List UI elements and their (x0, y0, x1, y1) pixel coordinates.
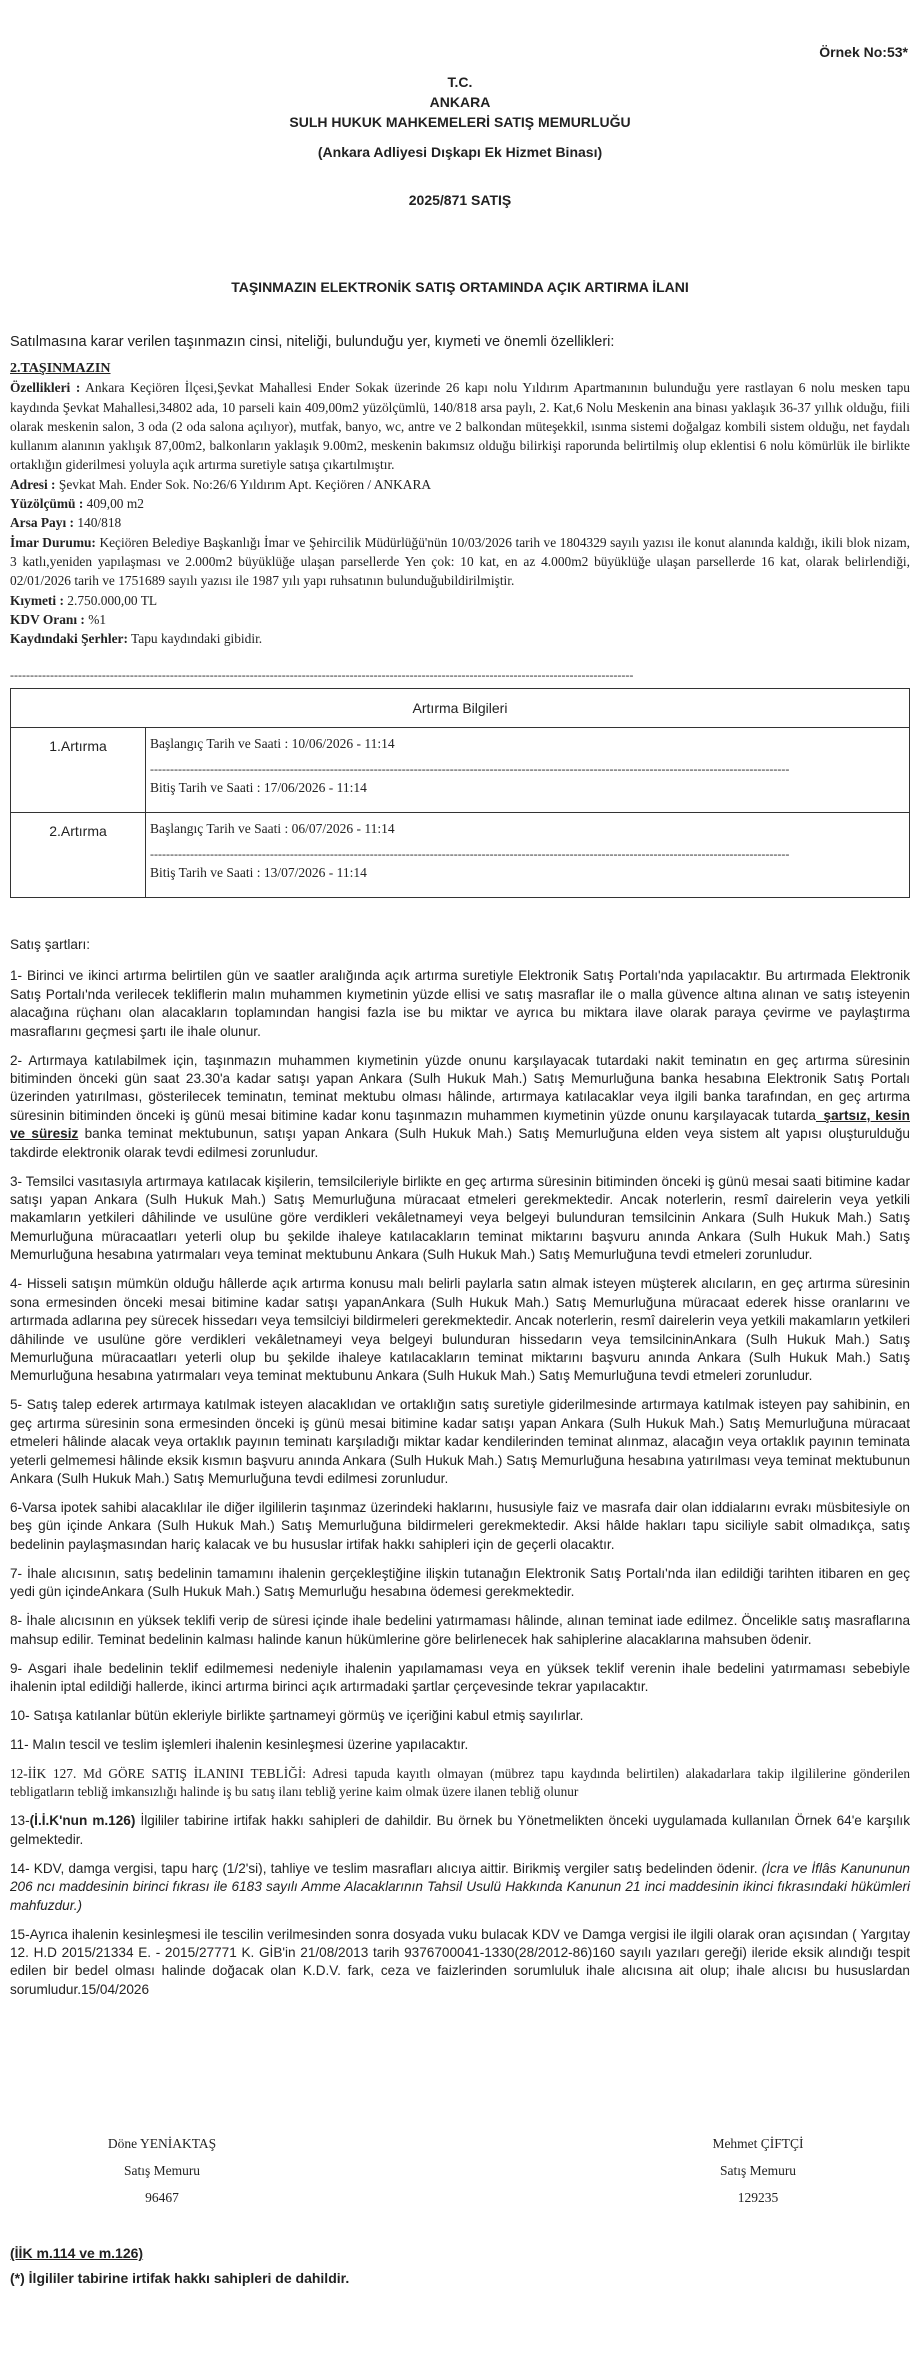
property-heading: 2.TAŞINMAZIN (10, 361, 111, 376)
condition-14 (10, 1860, 910, 1915)
signer-id: 129235 (737, 2190, 779, 2205)
auction-table-header: Artırma Bilgileri (11, 689, 910, 728)
separator-line: ------------------------------------------------------------------------------------------------------------------------------------------------------------ (10, 668, 634, 682)
condition-6: 6-Varsa ipotek sahibi alacaklılar ile diğer ilgililerin taşınmaz üzerindeki haklarını, hususiyle faiz ve masrafa dair olan iddialarını evrakı müsbitesiyle on beş gün içinde Ankara (Sulh Hukuk Mah.) Satış Memurluğuna bildirmeleri gerekmektedir. Aksi hâlde hakları tapu siciliyle sabit olmadıkça, satış bedelinin paylaşmasından hariç kalacak ve bu hususlar irtifak hakkı sahipleri için de geçerli olacaktır. (10, 1499, 910, 1552)
auction-row-separator: ---------------------------------------------------------------------------------------------------------------------------------------------------------------- (150, 762, 790, 776)
condition-8: 8- İhale alıcısının en yüksek teklifi verip de süresi içinde ihale bedelini yatırmaması hâlinde, alınan teminat iade edilmez. Öncelikle satış masraflarına mahsup edilir. Teminat bedelinin kalması halinde kanun hükümlerine göre belirlenecek hak sahiplerine alacaklarına mahsuben ödenir. (10, 1613, 910, 1647)
auction-table (10, 688, 910, 898)
value-amount: 2.750.000,00 TL (67, 592, 158, 608)
conditions-title: Satış şartları: (10, 937, 91, 952)
condition-13 (10, 1812, 910, 1849)
condition-5: 5- Satış talep ederek artırmaya katılmak isteyen alacaklıdan ve ortaklığın satış suretiyle giderilmesinde artırmaya katılmak isteyen pay sahibinin, en geç artırma süresinin sona ermesinden önceki iş günü mesai bitimine kadar satışı yapan Ankara (Sulh Hukuk Mah.) Satış Memurluğuna müracaat etmeleri hâlinde alacak veya ortaklık payının teminatı karşıladığı miktar kadar kendilerinden teminat alınmaz, alacağın veya ortaklık payının teminata yeterli gelmemesi hâlinde eksik kısmın başvuru anında Ankara (Sulh Hukuk Mah.) Satış Memurluğuna hesabına yatırılması veya teminat mektubunun Ankara (Sulh Hukuk Mah.) Satış Memurluğuna tevdi edilmesi zorunludur. (10, 1397, 910, 1486)
condition-14-reservation: (İcra ve İflâs Kanununun 206 ncı maddesinin birinci fıkrası ile 6183 sayılı Amme Alacaklarının Tahsil Usulü Hakkında Kanunun 21 inci maddesinin ikinci fıkrasındaki hükümleri mahfuzdur.) (10, 1860, 910, 1913)
signer-name: Mehmet ÇİFTÇİ (712, 2136, 804, 2151)
condition-2-part-a: 2- Artırmaya katılabilmek için, taşınmazın muhammen kıymetinin yüzde onunu karşılayacak tutardaki nakit teminatın en geç artırma süresinin bitiminden önceki gün saat 23.30'a kadar satışı yapan Ankara (Sulh Hukuk Mah.) Satış Memurluğuna banka hesabına Elektronik Satış Portalı üzerinden yatırılması, gösterilecek teminatın, teminat mektubu olması hâlinde, artırmaya katılacaklar veya ilgili banka tarafından, en geç artırma süresinin bitiminden önceki iş günü mesai bitimine kadar konu taşınmazın muhammen kıymetinin yüzde onunu karşılayacak tutarda (10, 1052, 910, 1123)
header-location: (Ankara Adliyesi Dışkapı Ek Hizmet Binası) (317, 144, 603, 160)
share-label: Arsa Payı : (10, 515, 74, 531)
condition-2-emphasis: _şartsız, kesin ve süresiz (10, 1107, 910, 1142)
condition-12: 12-İİK 127. Md GÖRE SATIŞ İLANINI TEBLİĞİ: Adresi tapuda kayıtlı olmayan (mübrez tapu kaydında belirtilen) alakadarlara takip ilgililerine gönderilen tebligatların tebliğ imkansızlığı halinde iş bu satış ilanı tebliğ yerine kaim olmak üzere ilanen tebliğ olunur (10, 1765, 910, 1800)
condition-13-text: İlgililer tabirine irtifak hakkı sahipleri de dahildir. Bu örnek bu Yönetmelikten önceki uygulamada kullanılan Örnek 64'e karşılık gelmektedir. (10, 1813, 910, 1847)
condition-7: 7- İhale alıcısının, satış bedelinin tamamını ihalenin gerçekleştiğine ilişkin tutanağın Elektronik Satış Portalı'nda ilan edildiği tarihten itibaren en geç yedi gün içindeAnkara (Sulh Hukuk Mah.) Satış Memurluğu hesabına ödemesi gerekmektedir. (10, 1565, 910, 1600)
signature-block-right (658, 2130, 858, 2211)
auction-start: Başlangıç Tarih ve Saati : 10/06/2026 - 11:14 (150, 736, 395, 751)
share-value: 140/818 (77, 515, 122, 531)
auction-start: Başlangıç Tarih ve Saati : 06/07/2026 - 11:14 (150, 821, 395, 836)
condition-2 (10, 1052, 910, 1162)
condition-2-part-b: banka teminat mektubunun, satışı yapan Ankara (Sulh Hukuk Mah.) Satış Memurluğuna elden veya sistem alt yapısı oluşturulduğu takdirde elektronik olarak tevdi edilmesi zorunludur. (10, 1126, 910, 1160)
signer-name: Döne YENİAKTAŞ (107, 2136, 217, 2151)
value-label: Kıymeti : (10, 592, 64, 608)
file-number: 2025/871 SATIŞ (408, 192, 512, 208)
signature-block-left (62, 2130, 262, 2211)
intro-text: Satılmasına karar verilen taşınmazın cinsi, niteliği, bulunduğu yer, kıymeti ve önemli özellikleri: (10, 334, 615, 350)
condition-14-text: 14- KDV, damga vergisi, tapu harç (1/2'si), tahliye ve teslim masrafları alıcıya aittir. Birikmiş vergiler satış bedelinden ödenir. (10, 1860, 762, 1876)
auction-row-separator: ---------------------------------------------------------------------------------------------------------------------------------------------------------------- (150, 847, 790, 861)
encumbrance-label: Kaydındaki Şerhler: (10, 631, 128, 647)
address-value: Şevkat Mah. Ender Sok. No:26/6 Yıldırım Apt. Keçiören / ANKARA (58, 476, 432, 492)
sale-conditions (10, 936, 910, 2010)
vat-value: %1 (88, 611, 107, 627)
table-row (11, 728, 910, 813)
zoning-text: Keçiören Belediye Başkanlığı İmar ve Şehircilik Müdürlüğü'nün 10/03/2026 tarih ve 1804329 sayılı yazısı ile konut alanında kaldığı, ikili blok nizam, 3 katlı,yeniden yapılaşması ve 2.000m2 büyüklüğe ulaşan parsellerde Yen çok: 10 kat, en az 4.000m2 büyüklüğe ulaşan parsellerde 16 kat, olarak belirlendiği, 02/01/2026 tarih ve 1751689 sayılı yazısı ile 1987 yılı yapı ruhsatının bulunduğubildirilmiştir. (10, 534, 910, 589)
condition-9: 9- Asgari ihale bedelinin teklif edilmemesi nedeniyle ihalenin yapılamaması veya en yüksek teklif verenin ihale bedelini yatırmaması sebebiyle ihalenin iptal edildiği hallerde, ikinci artırma birinci açık artırmadaki şartlar çerçevesinde tekrar yapılacaktır. (10, 1660, 910, 1694)
features-label: Özellikleri : (10, 380, 81, 396)
area-label: Yüzölçümü : (10, 496, 84, 512)
footer-law-ref: (İİK m.114 ve m.126) (10, 2245, 144, 2261)
signer-id: 96467 (145, 2190, 179, 2205)
header-city: ANKARA (429, 94, 491, 110)
encumbrance-value: Tapu kaydındaki gibidir. (131, 631, 263, 647)
condition-13-number: 13- (10, 1813, 30, 1829)
auction-round-dates (146, 728, 910, 813)
address-label: Adresi : (10, 476, 56, 492)
auction-round-dates (146, 813, 910, 898)
condition-10: 10- Satışa katılanlar bütün ekleriyle birlikte şartnameyi görmüş ve içeriğini kabul etmiş sayılırlar. (10, 1707, 584, 1723)
table-row (11, 813, 910, 898)
signer-title: Satış Memuru (123, 2163, 201, 2178)
signer-title: Satış Memuru (719, 2163, 797, 2178)
zoning-label: İmar Durumu: (10, 534, 96, 550)
vat-label: KDV Oranı : (10, 611, 85, 627)
auction-round-label: 1.Artırma (11, 728, 146, 813)
condition-15: 15-Ayrıca ihalenin kesinleşmesi ile tescilin verilmesinden sonra dosyada vuku bulacak KDV ve Damga vergisi ile ilgili olarak oran açısından ( Yargıtay 12. H.D 2015/21334 E. - 2015/27771 K. GİB'in 21/08/2013 tarih 9376700041-1330(28/2012-86)160 sayılı yazıları gereği) ileride eksik alındığı tespit edilen bir bedel olması halinde doğacak olan K.D.V. fark, ceza ve faizlerinden sorumluluk ihale alıcısına ait olup; ihale alıcısı bu hususlardan sorumludur.15/04/2026 (10, 1926, 910, 1997)
footer-note: (*) İlgililer tabirine irtifak hakkı sahipleri de dahildir. (10, 2270, 350, 2286)
auction-round-label: 2.Artırma (11, 813, 146, 898)
header-tc: T.C. (447, 74, 473, 90)
sample-number: Örnek No:53* (819, 44, 908, 60)
auction-end: Bitiş Tarih ve Saati : 17/06/2026 - 11:14 (150, 780, 367, 795)
notice-title: TAŞINMAZIN ELEKTRONİK SATIŞ ORTAMINDA AÇIK ARTIRMA İLANI (231, 279, 689, 295)
condition-4: 4- Hisseli satışın mümkün olduğu hâllerde açık artırma konusu malı belirli paylarla satın almak isteyen müşterek alıcıların, en geç artırma süresinin sona ermesinden önceki mesai bitimine kadar satışı yapanAnkara (Sulh Hukuk Mah.) Satış Memurluğuna müracaat ederek hisse oranlarını ve artırmada adlarına pey sürecek hissedarı veya temsilciyi bildirmeleri gerekmektedir. Ancak noterlerin, resmî dairelerin veya yetkili makamların yetkileri dâhilinde ve usulüne göre verdikleri vekâletnameyi veya belgeyi bulunduran hissedarın veya temsilcininAnkara (Sulh Hukuk Mah.) Satış Memurluğuna müracaatları yeterli olup bu şekilde ihaleye katılacakların teminat miktarını başvuru anında Ankara (Sulh Hukuk Mah.) Satış Memurluğuna hesabına yatırmaları veya teminat mektubunu Ankara (Sulh Hukuk Mah.) Satış Memurluğuna tevdi etmeleri zorunludur. (10, 1276, 910, 1384)
header-office: SULH HUKUK MAHKEMELERİ SATIŞ MEMURLUĞU (289, 114, 631, 130)
area-value: 409,00 m2 (86, 496, 144, 512)
condition-3: 3- Temsilci vasıtasıyla artırmaya katılacak kişilerin, temsilcileriyle birlikte en geç artırma süresinin bitiminden önceki iş günü mesai saati bitimine kadar satışı yapan Ankara (Sulh Hukuk Mah.) Satış Memurluğuna müracaat etmeleri gerekmektedir. Ancak noterlerin, resmî dairelerin veya yetkili makamların yetkileri dâhilinde ve usulüne göre verdikleri vekâletnameyi veya belgeyi bulunduran temsilcinin Ankara (Sulh Hukuk Mah.) Satış Memurluğuna müracaatları yeterli olup bu şekilde ihaleye katılacakların teminat miktarını başvuru anında Ankara (Sulh Hukuk Mah.) Satış Memurluğuna hesabına yatırmaları veya teminat mektubunu Ankara (Sulh Hukuk Mah.) Satış Memurluğuna tevdi etmeleri zorunludur. (10, 1173, 910, 1263)
property-section (10, 358, 910, 648)
condition-11: 11- Malın tescil ve teslim işlemleri ihalenin kesinleşmesi üzerine yapılacaktır. (10, 1736, 469, 1752)
condition-1: 1- Birinci ve ikinci artırma belirtilen gün ve saatler aralığında açık artırma suretiyle Elektronik Satış Portalı'nda yapılacaktır. Bu artırmada Elektronik Satış Portalı'nda verilecek tekliflerin malın muhammen kıymetinin yüzde ellisi ve satış masraflar ile o malla güvence altına alınan ve satış isteyenin alacağına rüçhanı olan alacakların toplamından hangisi fazla ise bu miktar ve ayrıca bu miktara ilave olarak paraya çevirme ve paylaştırma masraflarını geçmesi şartı ile ihale olunur. (10, 968, 910, 1039)
auction-end: Bitiş Tarih ve Saati : 13/07/2026 - 11:14 (150, 865, 367, 880)
condition-13-law-ref: (İ.İ.K'nun m.126) (29, 1813, 136, 1829)
features-text: Ankara Keçiören İlçesi,Şevkat Mahallesi Ender Sokak üzerinde 26 kapı nolu Yıldırım Apartmanının bulunduğu yere rastlayan 6 nolu mesken tapu kaydında Şevkat Mahallesi,34802 ada, 10 parseli kain 409,00m2 yüzölçümlü, 140/818 arsa paylı, 2. Kat,6 Nolu Meskenin ana binası yaklaşık 36-37 yıllık olduğu, fiili olarak meskenin salon, 3 oda (2 oda salona açılıyor), mutfak, banyo, wc, antre ve 2 balkondan müteşekkil, ısınma sistemi doğalgaz kombili sistem olduğu, net faydalı kullanım alanının yaklışık 87,00m2, balkonların yaklaşık 9.00m2, meskenin bakımsız olduğu bilirkişi raporunda belirtilmiş olup eklentisi 6 nolu kömürlük ile birlikte ortaklığın giderilmesi yoluyla açık artırma suretiyle satışa çıkartılmıştır. (10, 380, 911, 473)
